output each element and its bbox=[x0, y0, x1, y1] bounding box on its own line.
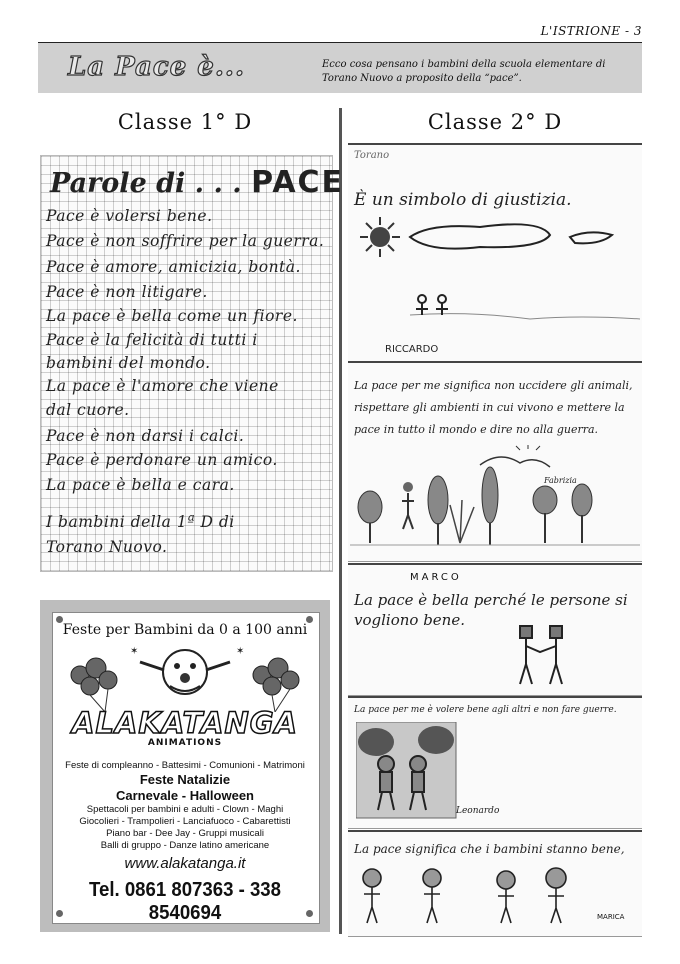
panel-signature: MARICA bbox=[597, 913, 625, 921]
children-drawing bbox=[510, 620, 580, 690]
poem-title-prefix: Parole di . . . bbox=[50, 168, 242, 199]
ad-services-line: Carnevale - Halloween bbox=[116, 788, 254, 803]
ad-phone: Tel. 0861 807363 - 338 8540694 bbox=[88, 879, 282, 924]
panel-name: MARCO bbox=[410, 572, 462, 583]
poem-line: La pace è l'amore che viene bbox=[46, 377, 279, 395]
clown-balloons-illustration bbox=[60, 640, 310, 712]
page-title: La Pace è... bbox=[68, 52, 246, 82]
poem-line: bambini del mondo. bbox=[46, 354, 211, 372]
panel-signature: Fabrizia bbox=[544, 476, 577, 485]
trees-drawing bbox=[350, 445, 640, 557]
poem-line: Pace è la felicità di tutti i bbox=[46, 331, 258, 349]
panel-text: La pace per me è volere bene agli altri e non fare guerre. bbox=[354, 705, 617, 715]
poem-title-word: PACE bbox=[251, 165, 345, 200]
ad-services-line: Balli di gruppo - Danze latino americane bbox=[100, 840, 270, 851]
panel-signature: Leonardo bbox=[456, 806, 500, 816]
right-column-title: Classe 2° D bbox=[427, 110, 563, 134]
sun-cloud-drawing bbox=[350, 215, 640, 330]
poem-line: Pace è volersi bene. bbox=[46, 207, 213, 225]
ad-services-line: Feste di compleanno - Battesimi - Comunioni - Matrimoni bbox=[65, 760, 305, 771]
ad-services-line: Giocolieri - Trampolieri - Lanciafuoco - Cabarettisti bbox=[79, 816, 291, 827]
poem-line: Pace è amore, amicizia, bontà. bbox=[46, 258, 301, 276]
ad-brand-sub: ANIMATIONS bbox=[147, 738, 223, 748]
ad-services-line: Piano bar - Dee Jay - Gruppi musicali bbox=[106, 828, 264, 839]
ad-brand-logo: ALAKATANGA bbox=[72, 706, 298, 740]
poem-line: Pace è non soffrire per la guerra. bbox=[46, 232, 325, 250]
panel-text: La pace significa che i bambini stanno bene, bbox=[354, 842, 625, 856]
poem-line: Torano Nuovo. bbox=[46, 538, 168, 556]
left-column-title: Classe 1° D bbox=[117, 110, 253, 134]
panel-text: La pace è bella perché le persone si vogliono bene. bbox=[354, 591, 628, 629]
ad-tagline: Feste per Bambini da 0 a 100 anni bbox=[62, 622, 308, 638]
poem-line: Pace è non darsi i calci. bbox=[46, 427, 245, 445]
intro-text: Ecco cosa pensano i bambini della scuola elementare di Torano Nuovo a proposito della “pace”. bbox=[322, 59, 606, 84]
panel-note: Torano bbox=[354, 150, 390, 161]
children-row-drawing bbox=[356, 866, 586, 928]
column-divider bbox=[339, 108, 342, 934]
poem-line: La pace è bella e cara. bbox=[46, 476, 235, 494]
poem-line: Pace è non litigare. bbox=[46, 283, 208, 301]
ad-website: www.alakatanga.it bbox=[124, 855, 246, 872]
ad-services-line: Spettacoli per bambini e adulti - Clown - Maghi bbox=[86, 804, 284, 815]
panel-text: La pace per me significa non uccidere gli animali, rispettare gli ambienti in cui vivono e mettere la pace in tutto il mondo e dire no alla guerra. bbox=[354, 379, 633, 436]
svg-text:✶: ✶ bbox=[130, 646, 139, 657]
poem-line: I bambini della 1ª D di bbox=[46, 513, 235, 531]
poem-line: Pace è perdonare un amico. bbox=[46, 451, 278, 469]
ad-services-line: Feste Natalizie bbox=[139, 772, 231, 787]
poem-title bbox=[50, 165, 344, 200]
svg-text:✶: ✶ bbox=[236, 646, 245, 657]
children-trees-drawing bbox=[356, 722, 466, 822]
panel-text: È un simbolo di giustizia. bbox=[354, 190, 572, 210]
running-header: L'ISTRIONE - 3 bbox=[540, 24, 642, 38]
poem-line: La pace è bella come un fiore. bbox=[46, 307, 298, 325]
poem-line: dal cuore. bbox=[46, 401, 130, 419]
panel-signature: RICCARDO bbox=[385, 344, 439, 355]
